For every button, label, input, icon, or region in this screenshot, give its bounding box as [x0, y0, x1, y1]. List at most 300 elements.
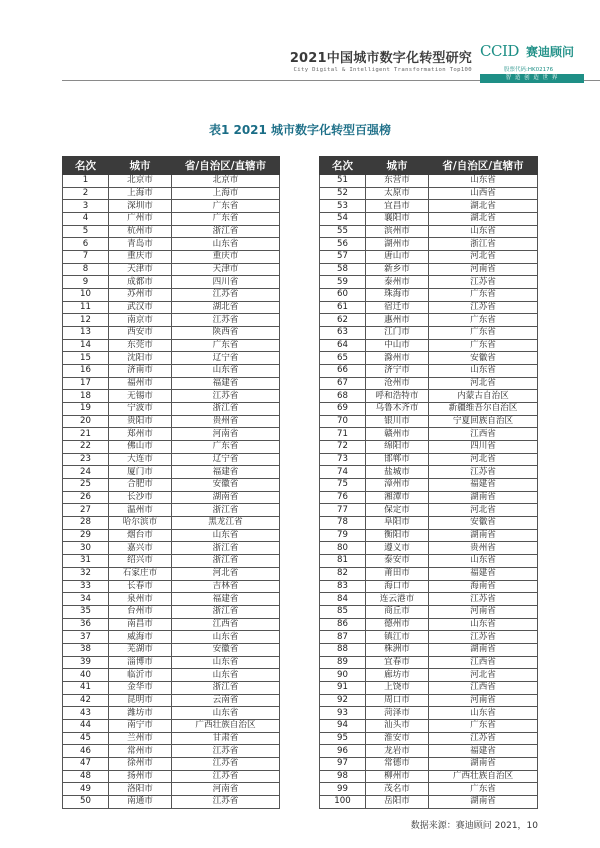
- table-row: [63, 542, 280, 555]
- rank-cell: 75: [320, 479, 366, 492]
- column-header-rank: 名次: [320, 157, 366, 175]
- city-cell: 茂名市: [366, 783, 429, 796]
- province-cell: 河南省: [429, 694, 538, 707]
- table-row: [63, 428, 280, 441]
- table-row: [320, 289, 538, 302]
- table-row: [320, 352, 538, 365]
- table-row: [320, 694, 538, 707]
- column-header-province: 省/自治区/直辖市: [172, 157, 280, 175]
- province-cell: 黑龙江省: [172, 517, 280, 530]
- table-row: [320, 403, 538, 416]
- province-cell: 江苏省: [172, 289, 280, 302]
- province-cell: 福建省: [172, 593, 280, 606]
- table-row: [320, 529, 538, 542]
- table-row: [320, 567, 538, 580]
- city-cell: 银川市: [366, 415, 429, 428]
- city-cell: 沈阳市: [109, 352, 172, 365]
- province-cell: 浙江省: [429, 238, 538, 251]
- table-row: [320, 745, 538, 758]
- table-row: [320, 415, 538, 428]
- city-cell: 西安市: [109, 327, 172, 340]
- table-row: [63, 719, 280, 732]
- table-row: [63, 491, 280, 504]
- table-caption: 表1 2021 城市数字化转型百强榜: [208, 123, 392, 137]
- rank-cell: 60: [320, 289, 366, 302]
- city-cell: 湖州市: [366, 238, 429, 251]
- ranking-table-left: [62, 156, 280, 809]
- rank-cell: 61: [320, 301, 366, 314]
- province-cell: 广西壮族自治区: [429, 770, 538, 783]
- table-row: [63, 631, 280, 644]
- rank-cell: 44: [63, 719, 109, 732]
- rank-cell: 51: [320, 175, 366, 188]
- rank-cell: 59: [320, 276, 366, 289]
- table-row: [320, 453, 538, 466]
- column-header-province: 省/自治区/直辖市: [429, 157, 538, 175]
- city-cell: 青岛市: [109, 238, 172, 251]
- table-row: [63, 479, 280, 492]
- city-cell: 南昌市: [109, 618, 172, 631]
- table-row: [63, 365, 280, 378]
- province-cell: 辽宁省: [172, 352, 280, 365]
- province-cell: 河南省: [172, 428, 280, 441]
- rank-cell: 11: [63, 301, 109, 314]
- rank-cell: 83: [320, 580, 366, 593]
- rank-cell: 97: [320, 757, 366, 770]
- province-cell: 福建省: [429, 745, 538, 758]
- rank-cell: 45: [63, 732, 109, 745]
- table-row: [63, 504, 280, 517]
- table-row: [320, 631, 538, 644]
- table-row: [320, 200, 538, 213]
- province-cell: 湖南省: [429, 643, 538, 656]
- table-row: [320, 276, 538, 289]
- city-cell: 株洲市: [366, 643, 429, 656]
- rank-cell: 78: [320, 517, 366, 530]
- province-cell: 广东省: [429, 314, 538, 327]
- table-row: [320, 428, 538, 441]
- rank-cell: 39: [63, 656, 109, 669]
- ranking-table-right: [319, 156, 538, 809]
- data-source-note: 数据来源：赛迪顾问 2021，10: [410, 821, 538, 831]
- rank-cell: 69: [320, 403, 366, 416]
- rank-cell: 9: [63, 276, 109, 289]
- table-row: [63, 694, 280, 707]
- rank-cell: 71: [320, 428, 366, 441]
- rank-cell: 1: [63, 175, 109, 188]
- province-cell: 浙江省: [172, 555, 280, 568]
- city-cell: 泰州市: [366, 276, 429, 289]
- province-cell: 浙江省: [172, 504, 280, 517]
- city-cell: 兰州市: [109, 732, 172, 745]
- table-row: [320, 213, 538, 226]
- province-cell: 福建省: [429, 567, 538, 580]
- province-cell: 江苏省: [429, 276, 538, 289]
- table-row: [63, 517, 280, 530]
- rank-cell: 32: [63, 567, 109, 580]
- province-cell: 广东省: [429, 289, 538, 302]
- table-row: [63, 770, 280, 783]
- rank-cell: 12: [63, 314, 109, 327]
- city-cell: 龙岩市: [366, 745, 429, 758]
- city-cell: 成都市: [109, 276, 172, 289]
- province-cell: 甘肃省: [172, 732, 280, 745]
- rank-cell: 84: [320, 593, 366, 606]
- rank-cell: 54: [320, 213, 366, 226]
- table-row: [320, 593, 538, 606]
- city-cell: 北京市: [109, 175, 172, 188]
- province-cell: 河北省: [429, 251, 538, 264]
- city-cell: 汕头市: [366, 719, 429, 732]
- table-row: [320, 707, 538, 720]
- province-cell: 山西省: [429, 187, 538, 200]
- table-row: [320, 517, 538, 530]
- city-cell: 湘潭市: [366, 491, 429, 504]
- rank-cell: 68: [320, 390, 366, 403]
- table-row: [320, 175, 538, 188]
- province-cell: 河南省: [429, 605, 538, 618]
- table-row: [63, 263, 280, 276]
- province-cell: 贵州省: [429, 542, 538, 555]
- table-row: [320, 251, 538, 264]
- rank-cell: 79: [320, 529, 366, 542]
- province-cell: 安徽省: [429, 352, 538, 365]
- province-cell: 上海市: [172, 187, 280, 200]
- rank-cell: 67: [320, 377, 366, 390]
- province-cell: 山东省: [172, 656, 280, 669]
- city-cell: 杭州市: [109, 225, 172, 238]
- city-cell: 佛山市: [109, 441, 172, 454]
- rank-cell: 34: [63, 593, 109, 606]
- province-cell: 江苏省: [172, 757, 280, 770]
- rank-cell: 89: [320, 656, 366, 669]
- rank-cell: 25: [63, 479, 109, 492]
- province-cell: 浙江省: [172, 542, 280, 555]
- rank-cell: 6: [63, 238, 109, 251]
- table-row: [320, 491, 538, 504]
- city-cell: 中山市: [366, 339, 429, 352]
- rank-cell: 56: [320, 238, 366, 251]
- province-cell: 广东省: [429, 783, 538, 796]
- province-cell: 山东省: [429, 175, 538, 188]
- ccid-logo: [480, 40, 584, 86]
- table-row: [320, 466, 538, 479]
- table-row: [320, 643, 538, 656]
- province-cell: 辽宁省: [172, 453, 280, 466]
- table-row: [320, 339, 538, 352]
- city-cell: 盐城市: [366, 466, 429, 479]
- table-row: [63, 757, 280, 770]
- province-cell: 湖南省: [429, 795, 538, 808]
- rank-cell: 49: [63, 783, 109, 796]
- rank-cell: 40: [63, 669, 109, 682]
- province-cell: 山东省: [429, 707, 538, 720]
- province-cell: 陕西省: [172, 327, 280, 340]
- rank-cell: 81: [320, 555, 366, 568]
- city-cell: 珠海市: [366, 289, 429, 302]
- table-row: [63, 529, 280, 542]
- city-cell: 合肥市: [109, 479, 172, 492]
- rank-cell: 87: [320, 631, 366, 644]
- province-cell: 广东省: [172, 441, 280, 454]
- table-row: [63, 567, 280, 580]
- city-cell: 贵阳市: [109, 415, 172, 428]
- city-cell: 临沂市: [109, 669, 172, 682]
- rank-cell: 50: [63, 795, 109, 808]
- table-row: [63, 593, 280, 606]
- table-row: [320, 365, 538, 378]
- city-cell: 赣州市: [366, 428, 429, 441]
- province-cell: 四川省: [429, 441, 538, 454]
- column-header-city: 城市: [109, 157, 172, 175]
- rank-cell: 96: [320, 745, 366, 758]
- city-cell: 上饶市: [366, 681, 429, 694]
- city-cell: 廊坊市: [366, 669, 429, 682]
- table-row: [63, 187, 280, 200]
- table-row: [320, 225, 538, 238]
- province-cell: 河南省: [429, 263, 538, 276]
- rank-cell: 13: [63, 327, 109, 340]
- rank-cell: 98: [320, 770, 366, 783]
- city-cell: 衡阳市: [366, 529, 429, 542]
- rank-cell: 55: [320, 225, 366, 238]
- table-row: [63, 580, 280, 593]
- rank-cell: 14: [63, 339, 109, 352]
- city-cell: 威海市: [109, 631, 172, 644]
- city-cell: 东莞市: [109, 339, 172, 352]
- rank-cell: 57: [320, 251, 366, 264]
- province-cell: 湖北省: [429, 200, 538, 213]
- table-row: [63, 466, 280, 479]
- province-cell: 江苏省: [172, 390, 280, 403]
- province-cell: 贵州省: [172, 415, 280, 428]
- city-cell: 泉州市: [109, 593, 172, 606]
- province-cell: 浙江省: [172, 681, 280, 694]
- city-cell: 唐山市: [366, 251, 429, 264]
- city-cell: 东营市: [366, 175, 429, 188]
- rank-cell: 72: [320, 441, 366, 454]
- table-row: [63, 795, 280, 808]
- rank-cell: 5: [63, 225, 109, 238]
- rank-cell: 48: [63, 770, 109, 783]
- rank-cell: 85: [320, 605, 366, 618]
- rank-cell: 20: [63, 415, 109, 428]
- province-cell: 山东省: [172, 669, 280, 682]
- table-row: [320, 656, 538, 669]
- city-cell: 济宁市: [366, 365, 429, 378]
- city-cell: 滨州市: [366, 225, 429, 238]
- city-cell: 台州市: [109, 605, 172, 618]
- city-cell: 呼和浩特市: [366, 390, 429, 403]
- province-cell: 广东省: [172, 213, 280, 226]
- rank-cell: 36: [63, 618, 109, 631]
- rank-cell: 8: [63, 263, 109, 276]
- rank-cell: 80: [320, 542, 366, 555]
- province-cell: 湖南省: [429, 529, 538, 542]
- province-cell: 浙江省: [172, 605, 280, 618]
- city-cell: 柳州市: [366, 770, 429, 783]
- rank-cell: 93: [320, 707, 366, 720]
- rank-cell: 53: [320, 200, 366, 213]
- province-cell: 山东省: [172, 365, 280, 378]
- rank-cell: 21: [63, 428, 109, 441]
- table-row: [63, 403, 280, 416]
- table-row: [63, 415, 280, 428]
- table-row: [320, 301, 538, 314]
- logo-mark: CCID: [480, 42, 519, 60]
- city-cell: 新乡市: [366, 263, 429, 276]
- ranking-rows-right: [320, 175, 538, 809]
- city-cell: 徐州市: [109, 757, 172, 770]
- rank-cell: 58: [320, 263, 366, 276]
- table-row: [63, 175, 280, 188]
- table-row: [320, 757, 538, 770]
- rank-cell: 46: [63, 745, 109, 758]
- city-cell: 无锡市: [109, 390, 172, 403]
- province-cell: 浙江省: [172, 225, 280, 238]
- table-row: [63, 681, 280, 694]
- city-cell: 漳州市: [366, 479, 429, 492]
- city-cell: 商丘市: [366, 605, 429, 618]
- city-cell: 保定市: [366, 504, 429, 517]
- province-cell: 云南省: [172, 694, 280, 707]
- province-cell: 浙江省: [172, 403, 280, 416]
- province-cell: 山东省: [429, 555, 538, 568]
- table-row: [63, 732, 280, 745]
- city-cell: 深圳市: [109, 200, 172, 213]
- rank-cell: 15: [63, 352, 109, 365]
- city-cell: 连云港市: [366, 593, 429, 606]
- rank-cell: 18: [63, 390, 109, 403]
- table-row: [63, 656, 280, 669]
- city-cell: 遵义市: [366, 542, 429, 555]
- province-cell: 江苏省: [172, 795, 280, 808]
- rank-cell: 74: [320, 466, 366, 479]
- rank-cell: 7: [63, 251, 109, 264]
- rank-cell: 22: [63, 441, 109, 454]
- province-cell: 湖北省: [172, 301, 280, 314]
- rank-cell: 91: [320, 681, 366, 694]
- rank-cell: 3: [63, 200, 109, 213]
- rank-cell: 26: [63, 491, 109, 504]
- city-cell: 大连市: [109, 453, 172, 466]
- logo-slogan: 智 造 创 造 世 界: [505, 75, 559, 81]
- rank-cell: 38: [63, 643, 109, 656]
- city-cell: 淄博市: [109, 656, 172, 669]
- city-cell: 宁波市: [109, 403, 172, 416]
- city-cell: 泰安市: [366, 555, 429, 568]
- province-cell: 江苏省: [429, 593, 538, 606]
- table-row: [320, 314, 538, 327]
- province-cell: 四川省: [172, 276, 280, 289]
- province-cell: 广东省: [429, 719, 538, 732]
- table-row: [63, 289, 280, 302]
- report-title: 2021中国城市数字化转型研究: [289, 51, 472, 66]
- rank-cell: 43: [63, 707, 109, 720]
- table-row: [320, 187, 538, 200]
- city-cell: 常州市: [109, 745, 172, 758]
- province-cell: 江西省: [172, 618, 280, 631]
- province-cell: 江苏省: [172, 745, 280, 758]
- table-row: [63, 339, 280, 352]
- city-cell: 德州市: [366, 618, 429, 631]
- rank-cell: 64: [320, 339, 366, 352]
- rank-cell: 82: [320, 567, 366, 580]
- province-cell: 安徽省: [429, 517, 538, 530]
- table-row: [63, 276, 280, 289]
- city-cell: 淮安市: [366, 732, 429, 745]
- stock-code: 股票代码:HK02176: [504, 67, 554, 73]
- column-header-city: 城市: [366, 157, 429, 175]
- table-row: [63, 707, 280, 720]
- province-cell: 江苏省: [429, 466, 538, 479]
- rank-cell: 52: [320, 187, 366, 200]
- city-cell: 温州市: [109, 504, 172, 517]
- province-cell: 北京市: [172, 175, 280, 188]
- table-row: [320, 770, 538, 783]
- logo-brand-name: 赛迪顾问: [526, 45, 575, 59]
- city-cell: 宜昌市: [366, 200, 429, 213]
- city-cell: 烟台市: [109, 529, 172, 542]
- city-cell: 天津市: [109, 263, 172, 276]
- province-cell: 广东省: [172, 339, 280, 352]
- province-cell: 山东省: [172, 529, 280, 542]
- table-row: [63, 669, 280, 682]
- city-cell: 乌鲁木齐市: [366, 403, 429, 416]
- page-header: [0, 0, 600, 98]
- province-cell: 湖北省: [429, 213, 538, 226]
- rank-cell: 70: [320, 415, 366, 428]
- rank-cell: 33: [63, 580, 109, 593]
- rank-cell: 95: [320, 732, 366, 745]
- rank-cell: 24: [63, 466, 109, 479]
- province-cell: 内蒙古自治区: [429, 390, 538, 403]
- province-cell: 河北省: [429, 669, 538, 682]
- table-row: [320, 504, 538, 517]
- city-cell: 上海市: [109, 187, 172, 200]
- province-cell: 江苏省: [172, 314, 280, 327]
- table-row: [63, 555, 280, 568]
- city-cell: 南京市: [109, 314, 172, 327]
- province-cell: 江苏省: [172, 770, 280, 783]
- rank-cell: 88: [320, 643, 366, 656]
- table-row: [320, 719, 538, 732]
- rank-cell: 94: [320, 719, 366, 732]
- province-cell: 山东省: [429, 225, 538, 238]
- table-row: [63, 352, 280, 365]
- province-cell: 江苏省: [429, 631, 538, 644]
- province-cell: 广东省: [429, 327, 538, 340]
- province-cell: 宁夏回族自治区: [429, 415, 538, 428]
- city-cell: 芜湖市: [109, 643, 172, 656]
- province-cell: 河北省: [429, 377, 538, 390]
- rank-cell: 92: [320, 694, 366, 707]
- rank-cell: 17: [63, 377, 109, 390]
- city-cell: 南通市: [109, 795, 172, 808]
- city-cell: 菏泽市: [366, 707, 429, 720]
- province-cell: 河北省: [172, 567, 280, 580]
- rank-cell: 100: [320, 795, 366, 808]
- table-row: [320, 580, 538, 593]
- table-row: [320, 377, 538, 390]
- table-row: [320, 669, 538, 682]
- table-row: [63, 377, 280, 390]
- city-cell: 嘉兴市: [109, 542, 172, 555]
- table-row: [63, 213, 280, 226]
- table-row: [320, 605, 538, 618]
- province-cell: 湖南省: [172, 491, 280, 504]
- city-cell: 襄阳市: [366, 213, 429, 226]
